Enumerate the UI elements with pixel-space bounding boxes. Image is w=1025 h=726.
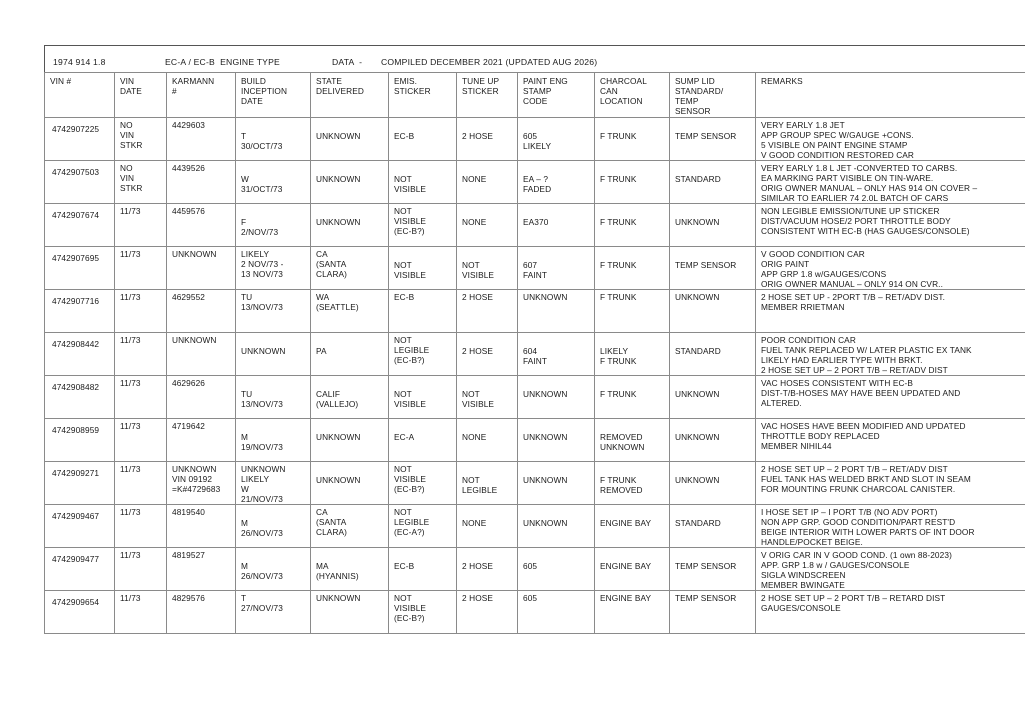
remarks-cell: 2 HOSE SET UP – 2 PORT T/B – RETARD DIST GAUGES/CONSOLE: [756, 591, 1025, 634]
table-row: [45, 419, 1025, 462]
remarks-cell: 2 HOSE SET UP - 2PORT T/B – RET/ADV DIST. MEMBER RRIETMAN: [756, 290, 1025, 333]
state-cell: CA (SANTA CLARA): [311, 505, 389, 548]
state-cell: UNKNOWN: [311, 462, 389, 505]
state-cell: WA (SEATTLE): [311, 290, 389, 333]
emis-sticker-cell: EC-A: [389, 419, 457, 462]
column-header: REMARKS: [756, 73, 1025, 118]
table-row: [45, 462, 1025, 505]
emis-sticker-cell: NOT VISIBLE: [389, 376, 457, 419]
sump-lid-cell: TEMP SENSOR: [670, 247, 756, 290]
vin-cell: 4742908442: [45, 333, 115, 376]
table-row: [45, 161, 1025, 204]
column-header: EMIS. STICKER: [389, 73, 457, 118]
sump-lid-cell: TEMP SENSOR: [670, 548, 756, 591]
state-cell: CALIF (VALLEJO): [311, 376, 389, 419]
karmann-cell: 4629626: [167, 376, 236, 419]
tune-up-cell: 2 HOSE: [457, 290, 518, 333]
karmann-cell: UNKNOWN: [167, 247, 236, 290]
charcoal-can-cell: F TRUNK: [595, 376, 670, 419]
charcoal-can-cell: REMOVED UNKNOWN: [595, 419, 670, 462]
build-date-cell: T 30/OCT/73: [236, 118, 311, 161]
vin-date-cell: 11/73: [115, 419, 167, 462]
vin-date-cell: 11/73: [115, 290, 167, 333]
vin-date-cell: 11/73: [115, 247, 167, 290]
tune-up-cell: 2 HOSE: [457, 333, 518, 376]
emis-sticker-cell: NOT VISIBLE (EC-B?): [389, 204, 457, 247]
build-date-cell: TU 13/NOV/73: [236, 290, 311, 333]
column-header: CHARCOAL CAN LOCATION: [595, 73, 670, 118]
column-header: KARMANN #: [167, 73, 236, 118]
title-row: [44, 45, 1025, 72]
paint-stamp-cell: UNKNOWN: [518, 462, 595, 505]
emis-sticker-cell: NOT LEGIBLE (EC-B?): [389, 333, 457, 376]
table-row: [45, 247, 1025, 290]
charcoal-can-cell: F TRUNK: [595, 118, 670, 161]
vin-date-cell: 11/73: [115, 376, 167, 419]
paint-stamp-cell: UNKNOWN: [518, 505, 595, 548]
data-label: DATA -: [332, 57, 363, 67]
vin-cell: 4742907225: [45, 118, 115, 161]
karmann-cell: 4819540: [167, 505, 236, 548]
vin-cell: 4742908959: [45, 419, 115, 462]
charcoal-can-cell: F TRUNK REMOVED: [595, 462, 670, 505]
table-row: [45, 505, 1025, 548]
state-cell: UNKNOWN: [311, 118, 389, 161]
state-cell: MA (HYANNIS): [311, 548, 389, 591]
column-header: VIN DATE: [115, 73, 167, 118]
remarks-cell: VERY EARLY 1.8 L JET -CONVERTED TO CARBS. EA MARKING PART VISIBLE ON TIN-WARE. ORIG OWNER MANUAL – ONLY HAS 914 ON COVER – SIMILAR TO EARLIER 74 2.0L BATCH OF CARS: [756, 161, 1025, 204]
column-header: STATE DELIVERED: [311, 73, 389, 118]
table-row: [45, 290, 1025, 333]
compiled-date: COMPILED DECEMBER 2021 (UPDATED AUG 2026): [381, 57, 598, 67]
sump-lid-cell: TEMP SENSOR: [670, 591, 756, 634]
vin-cell: 4742907695: [45, 247, 115, 290]
column-header: TUNE UP STICKER: [457, 73, 518, 118]
emis-sticker-cell: NOT VISIBLE (EC-B?): [389, 591, 457, 634]
charcoal-can-cell: ENGINE BAY: [595, 505, 670, 548]
data-sheet: [44, 45, 1025, 634]
tune-up-cell: NONE: [457, 204, 518, 247]
state-cell: CA (SANTA CLARA): [311, 247, 389, 290]
vin-date-cell: NO VIN STKR: [115, 161, 167, 204]
karmann-cell: UNKNOWN VIN 09192 =K#4729683: [167, 462, 236, 505]
paint-stamp-cell: 605 LIKELY: [518, 118, 595, 161]
sump-lid-cell: UNKNOWN: [670, 290, 756, 333]
build-date-cell: W 31/OCT/73: [236, 161, 311, 204]
tune-up-cell: NOT VISIBLE: [457, 376, 518, 419]
paint-stamp-cell: 604 FAINT: [518, 333, 595, 376]
vin-date-cell: 11/73: [115, 204, 167, 247]
emis-sticker-cell: EC-B: [389, 548, 457, 591]
table-body: [45, 118, 1025, 634]
remarks-cell: VAC HOSES CONSISTENT WITH EC-B DIST-T/B-HOSES MAY HAVE BEEN UPDATED AND ALTERED.: [756, 376, 1025, 419]
tune-up-cell: NOT VISIBLE: [457, 247, 518, 290]
karmann-cell: 4629552: [167, 290, 236, 333]
table-row: [45, 333, 1025, 376]
state-cell: UNKNOWN: [311, 419, 389, 462]
model-title: 1974 914 1.8: [53, 57, 106, 67]
tune-up-cell: 2 HOSE: [457, 118, 518, 161]
remarks-cell: NON LEGIBLE EMISSION/TUNE UP STICKER DIST/VACUUM HOSE/2 PORT THROTTLE BODY CONSISTENT WITH EC-B (HAS GAUGES/CONSOLE): [756, 204, 1025, 247]
karmann-cell: 4439526: [167, 161, 236, 204]
remarks-cell: VAC HOSES HAVE BEEN MODIFIED AND UPDATED THROTTLE BODY REPLACED MEMBER NIHIL44: [756, 419, 1025, 462]
charcoal-can-cell: LIKELY F TRUNK: [595, 333, 670, 376]
remarks-cell: I HOSE SET IP – I PORT T/B (NO ADV PORT) NON APP GRP. GOOD CONDITION/PART REST'D BEIGE INTERIOR WITH LOWER PARTS OF INT DOOR HANDLE/POCKET BEIGE.: [756, 505, 1025, 548]
karmann-cell: UNKNOWN: [167, 333, 236, 376]
vin-date-cell: 11/73: [115, 591, 167, 634]
state-cell: PA: [311, 333, 389, 376]
sump-lid-cell: UNKNOWN: [670, 204, 756, 247]
emis-sticker-cell: EC-B: [389, 118, 457, 161]
charcoal-can-cell: F TRUNK: [595, 204, 670, 247]
table-row: [45, 204, 1025, 247]
remarks-cell: 2 HOSE SET UP – 2 PORT T/B – RET/ADV DIST FUEL TANK HAS WELDED BRKT AND SLOT IN SEAM FOR MOUNTING FRUNK CHARCOAL CANISTER.: [756, 462, 1025, 505]
karmann-cell: 4829576: [167, 591, 236, 634]
paint-stamp-cell: 605: [518, 548, 595, 591]
vin-cell: 4742907674: [45, 204, 115, 247]
vin-cell: 4742909654: [45, 591, 115, 634]
column-header: PAINT ENG STAMP CODE: [518, 73, 595, 118]
column-header: VIN #: [45, 73, 115, 118]
sump-lid-cell: UNKNOWN: [670, 376, 756, 419]
paint-stamp-cell: UNKNOWN: [518, 419, 595, 462]
state-cell: UNKNOWN: [311, 161, 389, 204]
paint-stamp-cell: UNKNOWN: [518, 290, 595, 333]
vin-cell: 4742908482: [45, 376, 115, 419]
karmann-cell: 4819527: [167, 548, 236, 591]
build-date-cell: M 26/NOV/73: [236, 548, 311, 591]
remarks-cell: VERY EARLY 1.8 JET APP GROUP SPEC W/GAUGE +CONS. 5 VISIBLE ON PAINT ENGINE STAMP V GOOD CONDITION RESTORED CAR: [756, 118, 1025, 161]
build-date-cell: F 2/NOV/73: [236, 204, 311, 247]
emis-sticker-cell: NOT VISIBLE (EC-B?): [389, 462, 457, 505]
build-date-cell: M 19/NOV/73: [236, 419, 311, 462]
table-row: [45, 118, 1025, 161]
emis-sticker-cell: EC-B: [389, 290, 457, 333]
tune-up-cell: NOT LEGIBLE: [457, 462, 518, 505]
column-header: BUILD INCEPTION DATE: [236, 73, 311, 118]
karmann-cell: 4719642: [167, 419, 236, 462]
vin-cell: 4742909271: [45, 462, 115, 505]
charcoal-can-cell: ENGINE BAY: [595, 548, 670, 591]
vin-date-cell: NO VIN STKR: [115, 118, 167, 161]
sump-lid-cell: STANDARD: [670, 333, 756, 376]
vin-date-cell: 11/73: [115, 462, 167, 505]
build-date-cell: UNKNOWN LIKELY W 21/NOV/73: [236, 462, 311, 505]
column-header: SUMP LID STANDARD/ TEMP SENSOR: [670, 73, 756, 118]
charcoal-can-cell: F TRUNK: [595, 247, 670, 290]
header-row: [45, 73, 1025, 118]
emis-sticker-cell: NOT LEGIBLE (EC-A?): [389, 505, 457, 548]
build-date-cell: TU 13/NOV/73: [236, 376, 311, 419]
table-row: [45, 591, 1025, 634]
paint-stamp-cell: 605: [518, 591, 595, 634]
vin-cell: 4742907503: [45, 161, 115, 204]
emis-sticker-cell: NOT VISIBLE: [389, 247, 457, 290]
remarks-cell: V ORIG CAR IN V GOOD COND. (1 own 88-2023) APP. GRP 1.8 w / GAUGES/CONSOLE SIGLA WINDSCREEN MEMBER BWINGATE: [756, 548, 1025, 591]
tune-up-cell: NONE: [457, 161, 518, 204]
build-date-cell: T 27/NOV/73: [236, 591, 311, 634]
charcoal-can-cell: ENGINE BAY: [595, 591, 670, 634]
sump-lid-cell: STANDARD: [670, 505, 756, 548]
build-date-cell: LIKELY 2 NOV/73 - 13 NOV/73: [236, 247, 311, 290]
build-date-cell: M 26/NOV/73: [236, 505, 311, 548]
vin-cell: 4742907716: [45, 290, 115, 333]
sump-lid-cell: STANDARD: [670, 161, 756, 204]
paint-stamp-cell: 607 FAINT: [518, 247, 595, 290]
vin-date-cell: 11/73: [115, 548, 167, 591]
paint-stamp-cell: EA370: [518, 204, 595, 247]
charcoal-can-cell: F TRUNK: [595, 161, 670, 204]
remarks-cell: V GOOD CONDITION CAR ORIG PAINT APP GRP 1.8 w/GAUGES/CONS ORIG OWNER MANUAL – ONLY 914 ON CVR..: [756, 247, 1025, 290]
vin-date-cell: 11/73: [115, 505, 167, 548]
engine-type-title: EC-A / EC-B ENGINE TYPE: [165, 57, 280, 67]
build-date-cell: UNKNOWN: [236, 333, 311, 376]
tune-up-cell: 2 HOSE: [457, 548, 518, 591]
table-row: [45, 548, 1025, 591]
emis-sticker-cell: NOT VISIBLE: [389, 161, 457, 204]
vin-cell: 4742909467: [45, 505, 115, 548]
remarks-cell: POOR CONDITION CAR FUEL TANK REPLACED W/ LATER PLASTIC EX TANK LIKELY HAD EARLIER TYPE WITH BRKT. 2 HOSE SET UP – 2 PORT T/B – RET/ADV DIST: [756, 333, 1025, 376]
paint-stamp-cell: UNKNOWN: [518, 376, 595, 419]
karmann-cell: 4459576: [167, 204, 236, 247]
table-row: [45, 376, 1025, 419]
tune-up-cell: NONE: [457, 419, 518, 462]
karmann-cell: 4429603: [167, 118, 236, 161]
vin-table: [44, 72, 1025, 634]
vin-date-cell: 11/73: [115, 333, 167, 376]
vin-cell: 4742909477: [45, 548, 115, 591]
charcoal-can-cell: F TRUNK: [595, 290, 670, 333]
sump-lid-cell: UNKNOWN: [670, 419, 756, 462]
tune-up-cell: 2 HOSE: [457, 591, 518, 634]
tune-up-cell: NONE: [457, 505, 518, 548]
sump-lid-cell: TEMP SENSOR: [670, 118, 756, 161]
sump-lid-cell: UNKNOWN: [670, 462, 756, 505]
state-cell: UNKNOWN: [311, 204, 389, 247]
paint-stamp-cell: EA – ? FADED: [518, 161, 595, 204]
state-cell: UNKNOWN: [311, 591, 389, 634]
